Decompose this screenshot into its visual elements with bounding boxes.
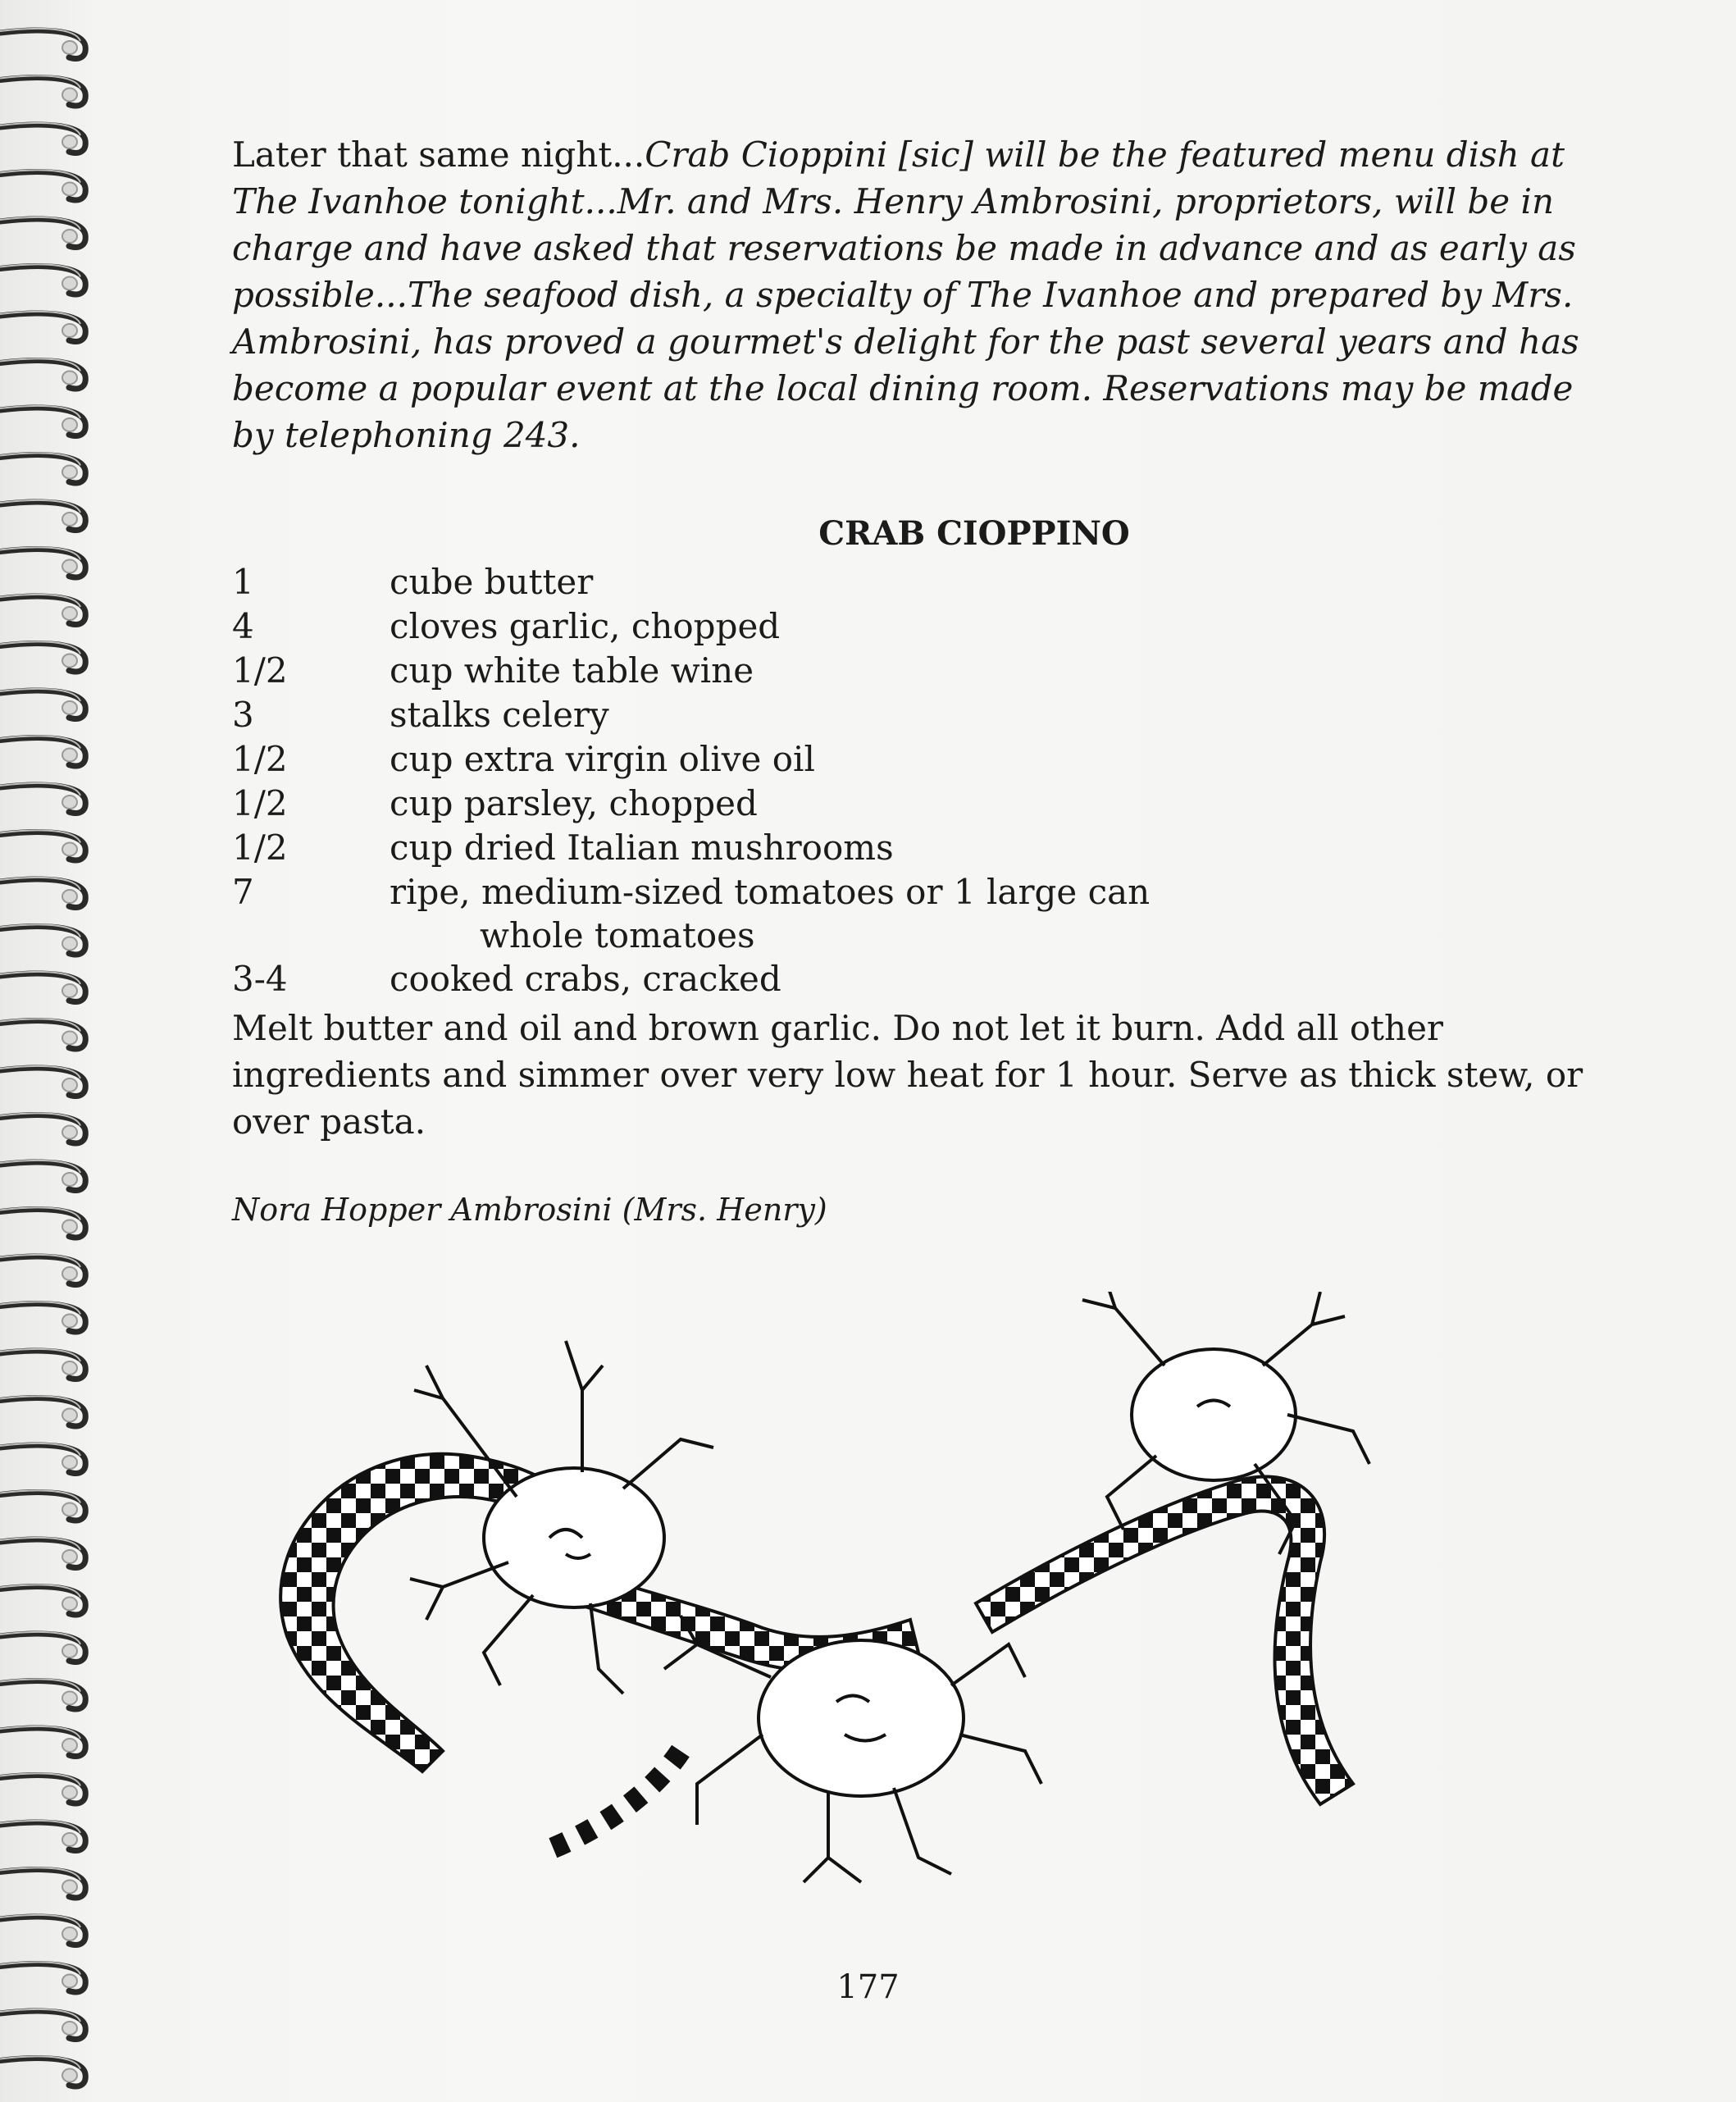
- binding-coil: [0, 1538, 85, 1568]
- binding-coil: [0, 595, 85, 625]
- ingredient-qty: 1: [232, 562, 254, 602]
- binding-coil: [0, 358, 85, 389]
- ingredient-item: cup white table wine: [390, 650, 754, 691]
- intro-quote: Crab Cioppini [sic] will be the featured menu dish at The Ivanhoe tonight...Mr. and Mrs. Henry Ambrosini, proprietors, will be in charge and have asked that reservations be made in advance and as early as possible...The seafood dish, a specialty of The Ivanhoe and prepared by Mrs. Ambrosini, has proved a gourmet's delight for the past several years and has become a popular event at the local dining room. Reservations may be made by telephoning 243.: [232, 135, 1579, 455]
- page-number: 177: [836, 1968, 900, 2006]
- crab-middle: [664, 1616, 1041, 1882]
- ingredient-item: stalks celery: [390, 695, 609, 735]
- ingredient-row: [232, 693, 1593, 737]
- intro-paragraph: [232, 131, 1593, 458]
- binding-coil: [0, 170, 85, 200]
- binding-coil: [0, 924, 85, 955]
- binding-coil: [0, 1490, 85, 1521]
- ingredient-list: [232, 560, 1593, 1001]
- ingredient-row: [232, 870, 1593, 914]
- binding-coil: [0, 1113, 85, 1143]
- binding-coil: [0, 878, 85, 908]
- binding-coil: [0, 1443, 85, 1474]
- ingredient-item: cup dried Italian mushrooms: [390, 828, 894, 868]
- binding-coil: [0, 641, 85, 672]
- binding-coil: [0, 1915, 85, 1945]
- ingredient-row: [232, 957, 1593, 1001]
- ingredient-item: cloves garlic, chopped: [390, 606, 781, 646]
- ingredient-qty: 3-4: [232, 959, 288, 999]
- ingredient-row: [232, 826, 1593, 870]
- binding-coil: [0, 1773, 85, 1803]
- crab-illustration: [238, 1292, 1558, 1899]
- binding-coil: [0, 972, 85, 1002]
- binding-coil: [0, 1160, 85, 1191]
- binding-coil: [0, 2056, 85, 2086]
- recipe-instructions: Melt butter and oil and brown garlic. Do not let it burn. Add all other ingredients and simmer over very low heat for 1 hour. Serve as thick stew, or over pasta.: [232, 1008, 1583, 1142]
- ingredient-qty: 1/2: [232, 783, 288, 823]
- intro-lead: Later that same night...: [232, 135, 645, 175]
- binding-coil: [0, 1821, 85, 1851]
- binding-coil: [0, 264, 85, 294]
- binding-coil: [0, 1066, 85, 1097]
- binding-coil: [0, 830, 85, 860]
- binding-coil: [0, 1584, 85, 1615]
- binding-coil: [0, 1867, 85, 1898]
- ingredient-qty: 1/2: [232, 650, 288, 691]
- recipe-title: CRAB CIOPPINO: [818, 514, 1130, 553]
- ingredient-qty: 1/2: [232, 828, 288, 868]
- binding-coil: [0, 1019, 85, 1049]
- ingredient-row: [232, 649, 1593, 693]
- ingredient-row: [232, 737, 1593, 782]
- ingredient-qty: 4: [232, 606, 254, 646]
- binding-coil: [0, 406, 85, 436]
- ingredient-item: cooked crabs, cracked: [390, 959, 781, 999]
- binding-coil: [0, 1679, 85, 1709]
- spiral-binding: [0, 0, 107, 2102]
- ingredient-qty: 1/2: [232, 739, 288, 779]
- binding-coil: [0, 312, 85, 342]
- binding-coil: [0, 500, 85, 531]
- ingredient-continuation: whole tomatoes: [480, 915, 755, 955]
- binding-coil: [0, 123, 85, 153]
- recipe-content: [232, 131, 1593, 1230]
- ingredient-item: cup parsley, chopped: [390, 783, 758, 823]
- binding-coil: [0, 1396, 85, 1426]
- binding-coil: [0, 736, 85, 766]
- binding-coil: [0, 2009, 85, 2040]
- ingredient-item: ripe, medium-sized tomatoes or 1 large can: [390, 872, 1150, 912]
- ingredient-row: [232, 604, 1593, 649]
- binding-coil: [0, 547, 85, 577]
- ingredient-row: [232, 560, 1593, 604]
- binding-coil: [0, 1255, 85, 1285]
- recipe-attribution: Nora Hopper Ambrosini (Mrs. Henry): [232, 1192, 827, 1228]
- binding-coil: [0, 1632, 85, 1662]
- binding-coil: [0, 75, 85, 106]
- binding-coil: [0, 1207, 85, 1238]
- binding-coil: [0, 1302, 85, 1332]
- crab-left: [410, 1341, 713, 1694]
- checkered-ribbon-right: [976, 1477, 1353, 1804]
- binding-coil: [0, 217, 85, 248]
- ingredient-item: cube butter: [390, 562, 594, 602]
- ingredient-qty: 3: [232, 695, 254, 735]
- binding-coil: [0, 453, 85, 483]
- binding-coil: [0, 1726, 85, 1757]
- ingredient-item: cup extra virgin olive oil: [390, 739, 815, 779]
- binding-coil: [0, 783, 85, 814]
- ingredient-qty: 7: [232, 872, 254, 912]
- binding-coil: [0, 1349, 85, 1379]
- binding-coil: [0, 29, 85, 59]
- binding-coil: [0, 689, 85, 719]
- ingredient-row: [232, 782, 1593, 826]
